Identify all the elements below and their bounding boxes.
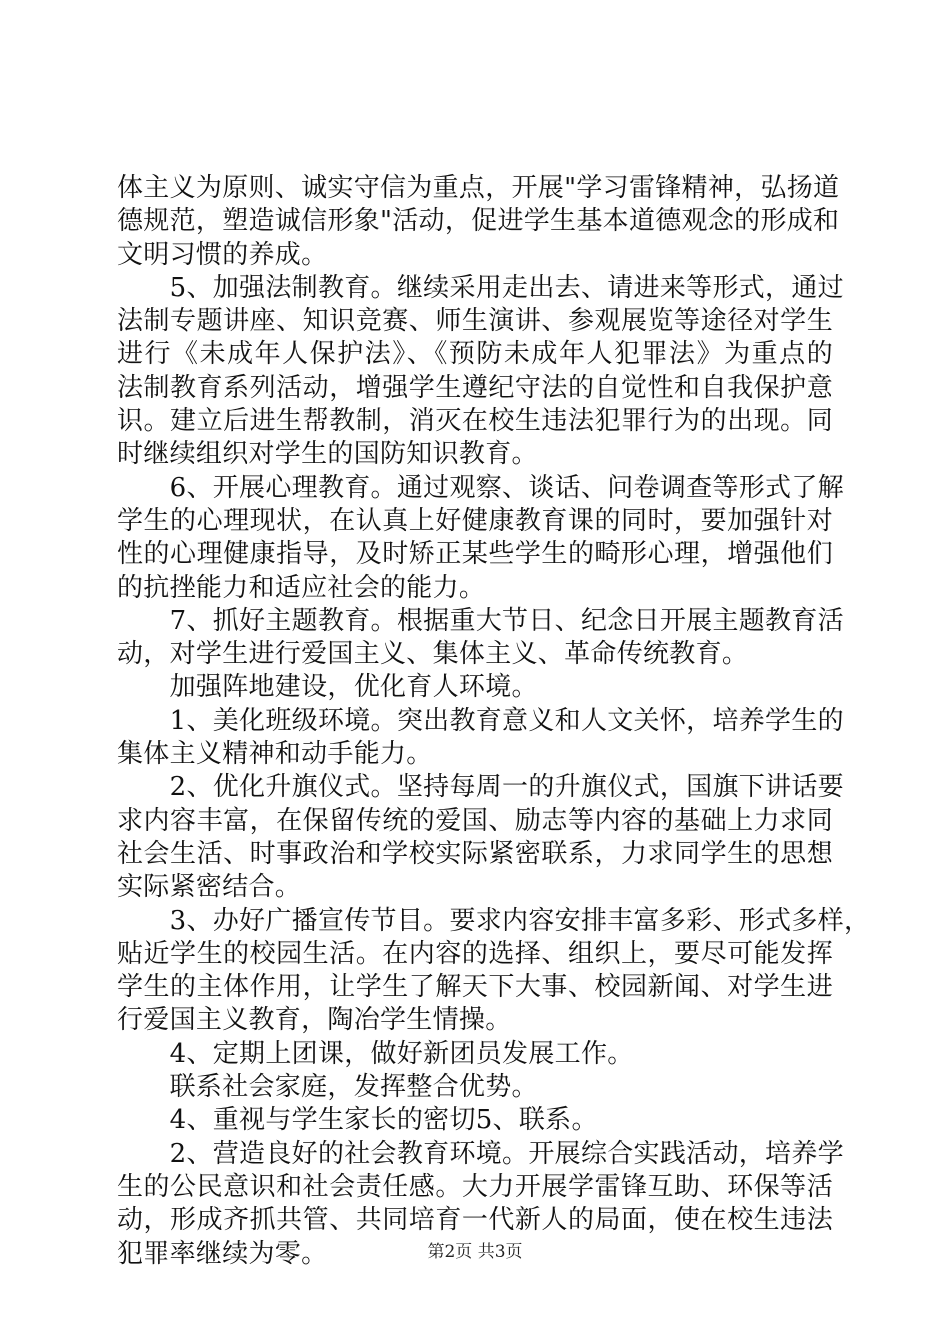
text-line: 性的心理健康指导，及时矫正某些学生的畸形心理，增强他们 — [117, 539, 833, 570]
page-footer: 第2页 共3页 — [427, 1242, 523, 1262]
text-line: 联系社会家庭，发挥整合优势。 — [117, 1072, 538, 1103]
text-line: 行爱国主义教育，陶冶学生情操。 — [117, 1005, 512, 1036]
text-line: 动，形成齐抓共管、共同培育一代新人的局面，使在校生违法 — [117, 1205, 833, 1236]
text-line: 1、美化班级环境。突出教育意义和人文关怀，培养学生的 — [117, 705, 844, 736]
text-line: 识。建立后进生帮教制，消灭在校生违法犯罪行为的出现。同 — [117, 406, 833, 437]
text-line: 实际紧密结合。 — [117, 872, 302, 903]
text-line: 4、重视与学生家长的密切5、联系。 — [117, 1105, 598, 1136]
text-line: 学生的主体作用，让学生了解天下大事、校园新闻、对学生进 — [117, 972, 833, 1003]
text-line: 贴近学生的校园生活。在内容的选择、组织上，要尽可能发挥 — [117, 938, 833, 969]
text-line: 2、营造良好的社会教育环境。开展综合实践活动，培养学 — [117, 1138, 844, 1169]
text-line: 3、办好广播宣传节目。要求内容安排丰富多彩、形式多样， — [117, 905, 871, 936]
text-line: 进行《未成年人保护法》、《预防未成年人犯罪法》为重点的 — [117, 339, 833, 370]
text-line: 6、开展心理教育。通过观察、谈话、问卷调查等形式了解 — [117, 472, 844, 503]
text-line: 文明习惯的养成。 — [117, 239, 328, 270]
text-line: 2、优化升旗仪式。坚持每周一的升旗仪式，国旗下讲话要 — [117, 772, 844, 803]
document-body — [117, 172, 871, 1271]
text-line: 的抗挫能力和适应社会的能力。 — [117, 572, 486, 603]
text-line: 时继续组织对学生的国防知识教育。 — [117, 439, 538, 470]
text-line: 社会生活、时事政治和学校实际紧密联系，力求同学生的思想 — [117, 838, 833, 869]
text-line: 生的公民意识和社会责任感。大力开展学雷锋互助、环保等活 — [117, 1171, 833, 1202]
text-line: 体主义为原则、诚实守信为重点，开展"学习雷锋精神，弘扬道 — [117, 173, 840, 203]
text-line: 4、定期上团课，做好新团员发展工作。 — [117, 1038, 634, 1069]
text-line: 学生的心理现状，在认真上好健康教育课的同时，要加强针对 — [117, 505, 833, 536]
text-line: 动，对学生进行爱国主义、集体主义、革命传统教育。 — [117, 639, 749, 670]
text-line: 集体主义精神和动手能力。 — [117, 739, 433, 770]
text-line: 7、抓好主题教育。根据重大节日、纪念日开展主题教育活 — [117, 605, 844, 636]
text-line: 5、加强法制教育。继续采用走出去、请进来等形式，通过 — [117, 272, 844, 303]
text-line: 求内容丰富，在保留传统的爱国、励志等内容的基础上力求同 — [117, 805, 833, 836]
text-line: 德规范，塑造诚信形象"活动，促进学生基本道德观念的形成和 — [117, 206, 840, 237]
text-line: 法制专题讲座、知识竞赛、师生演讲、参观展览等途径对学生 — [117, 306, 833, 337]
text-line: 犯罪率继续为零。 — [117, 1238, 328, 1269]
text-line: 加强阵地建设，优化育人环境。 — [117, 672, 538, 703]
text-line: 法制教育系列活动，增强学生遵纪守法的自觉性和自我保护意 — [117, 372, 833, 403]
